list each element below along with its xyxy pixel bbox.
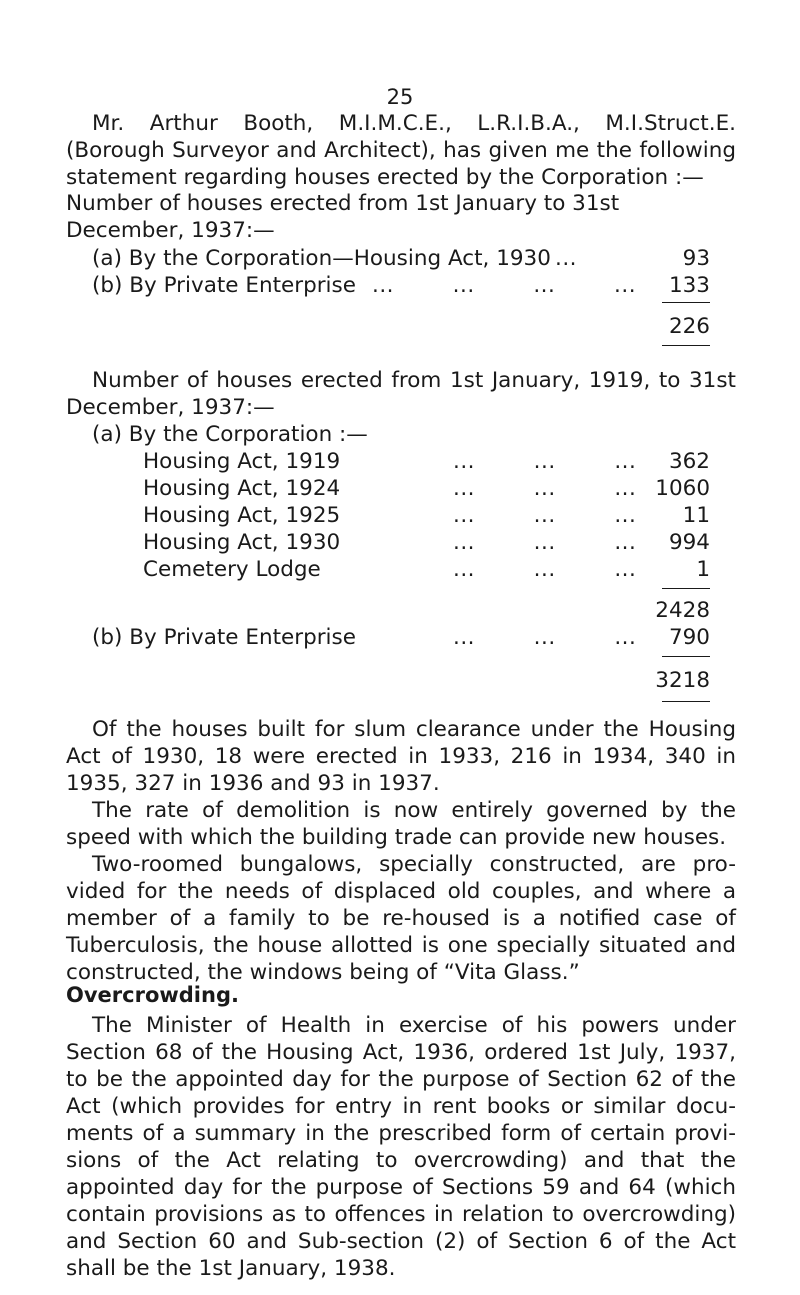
section1-row-corporation-dots: ...: [555, 246, 578, 271]
section2-private-value: 790: [668, 625, 710, 650]
section1-row-corporation-label: (a) By the Corporation—Housing Act, 1930: [92, 246, 551, 271]
section2-row-cemetery-value: 1: [696, 557, 710, 582]
overcrowding-paragraph: The Minister of Health in exercise of his powers under Section 68 of the Housing Act, 1936, ordered 1st July, 1937, to be the appointed day for the purpose of Section 62 of the Act (which provides for entry in rent books or similar docu- ments of a summary in the prescribed form of certain provi- sions of the Act relating to overcrowding) and that the appointed day for the purpose of Sections 59 and 64 (which contain provisions as to offences in relation to overcrowding) and Section 60 and Sub-section (2) of Section 6 of the Act shall be the 1st January, 1938.: [66, 1013, 736, 1281]
section2-row-cemetery-label: Cemetery Lodge: [143, 557, 321, 582]
section2-row-1924-label: Housing Act, 1924: [143, 476, 341, 501]
section2-private-label: (b) By Private Enterprise: [92, 625, 356, 650]
section2-row-1930-dots: ... ... ...: [453, 530, 637, 555]
section2-row-1924-dots: ... ... ...: [453, 476, 637, 501]
section2-subtotal-rule: [662, 588, 710, 589]
section2-total-rule-bottom: [662, 701, 710, 702]
section2-row-1924-value: 1060: [655, 476, 710, 501]
bungalows-paragraph: Two-roomed bungalows, specially constructed, are pro- vided for the needs of displaced old couples, and where a member of a family to be re-housed is a notified case of Tuberculosis, the house allotted is one specially situated and constructed, the windows being of “Vita Glass.”: [66, 852, 736, 985]
section1-row-corporation-value: 93: [682, 246, 710, 271]
section2-private-dots: ... ... ...: [453, 625, 637, 650]
intro-paragraph: Mr. Arthur Booth, M.I.M.C.E., L.R.I.B.A., M.I.Struct.E. (Borough Surveyor and Architect), has given me the following statement regarding houses erected by the Corporation :—: [66, 111, 736, 190]
overcrowding-heading: Overcrowding.: [66, 983, 239, 1007]
section2-row-1925-dots: ... ... ...: [453, 503, 637, 528]
section2-total-rule-top: [662, 656, 710, 657]
section2-row-1925-value: 11: [682, 503, 710, 528]
section1-total-rule-bottom: [662, 345, 710, 346]
section2-row-1925-label: Housing Act, 1925: [143, 503, 341, 528]
page-number: 25: [386, 85, 414, 109]
section2-sub-a-heading: (a) By the Corporation :—: [92, 422, 368, 447]
section1-row-private-dots: ... ... ... ...: [372, 273, 637, 298]
section2-row-1930-value: 994: [668, 530, 710, 555]
section2-row-1919-value: 362: [668, 449, 710, 474]
section2-row-1930-label: Housing Act, 1930: [143, 530, 341, 555]
section2-row-1919-dots: ... ... ...: [453, 449, 637, 474]
section1-row-private-value: 133: [668, 273, 710, 298]
section2-subtotal: 2428: [655, 598, 710, 623]
demolition-paragraph: The rate of demolition is now entirely governed by the speed with which the building trade can provide new houses.: [66, 798, 736, 850]
section2-row-1919-label: Housing Act, 1919: [143, 449, 341, 474]
slum-clearance-paragraph: Of the houses built for slum clearance under the Housing Act of 1930, 18 were erected in 1933, 216 in 1934, 340 in 1935, 327 in 1936 and 93 in 1937.: [66, 717, 736, 796]
section1-row-private-label: (b) By Private Enterprise: [92, 273, 356, 298]
section1-total-rule-top: [662, 302, 710, 303]
section2-total: 3218: [655, 668, 710, 693]
section2-row-cemetery-dots: ... ... ...: [453, 557, 637, 582]
section1-heading: Number of houses erected from 1st January to 31st December, 1937:—: [66, 191, 620, 243]
section2-heading: Number of houses erected from 1st January, 1919, to 31st December, 1937:—: [66, 368, 736, 420]
section1-total: 226: [668, 314, 710, 339]
